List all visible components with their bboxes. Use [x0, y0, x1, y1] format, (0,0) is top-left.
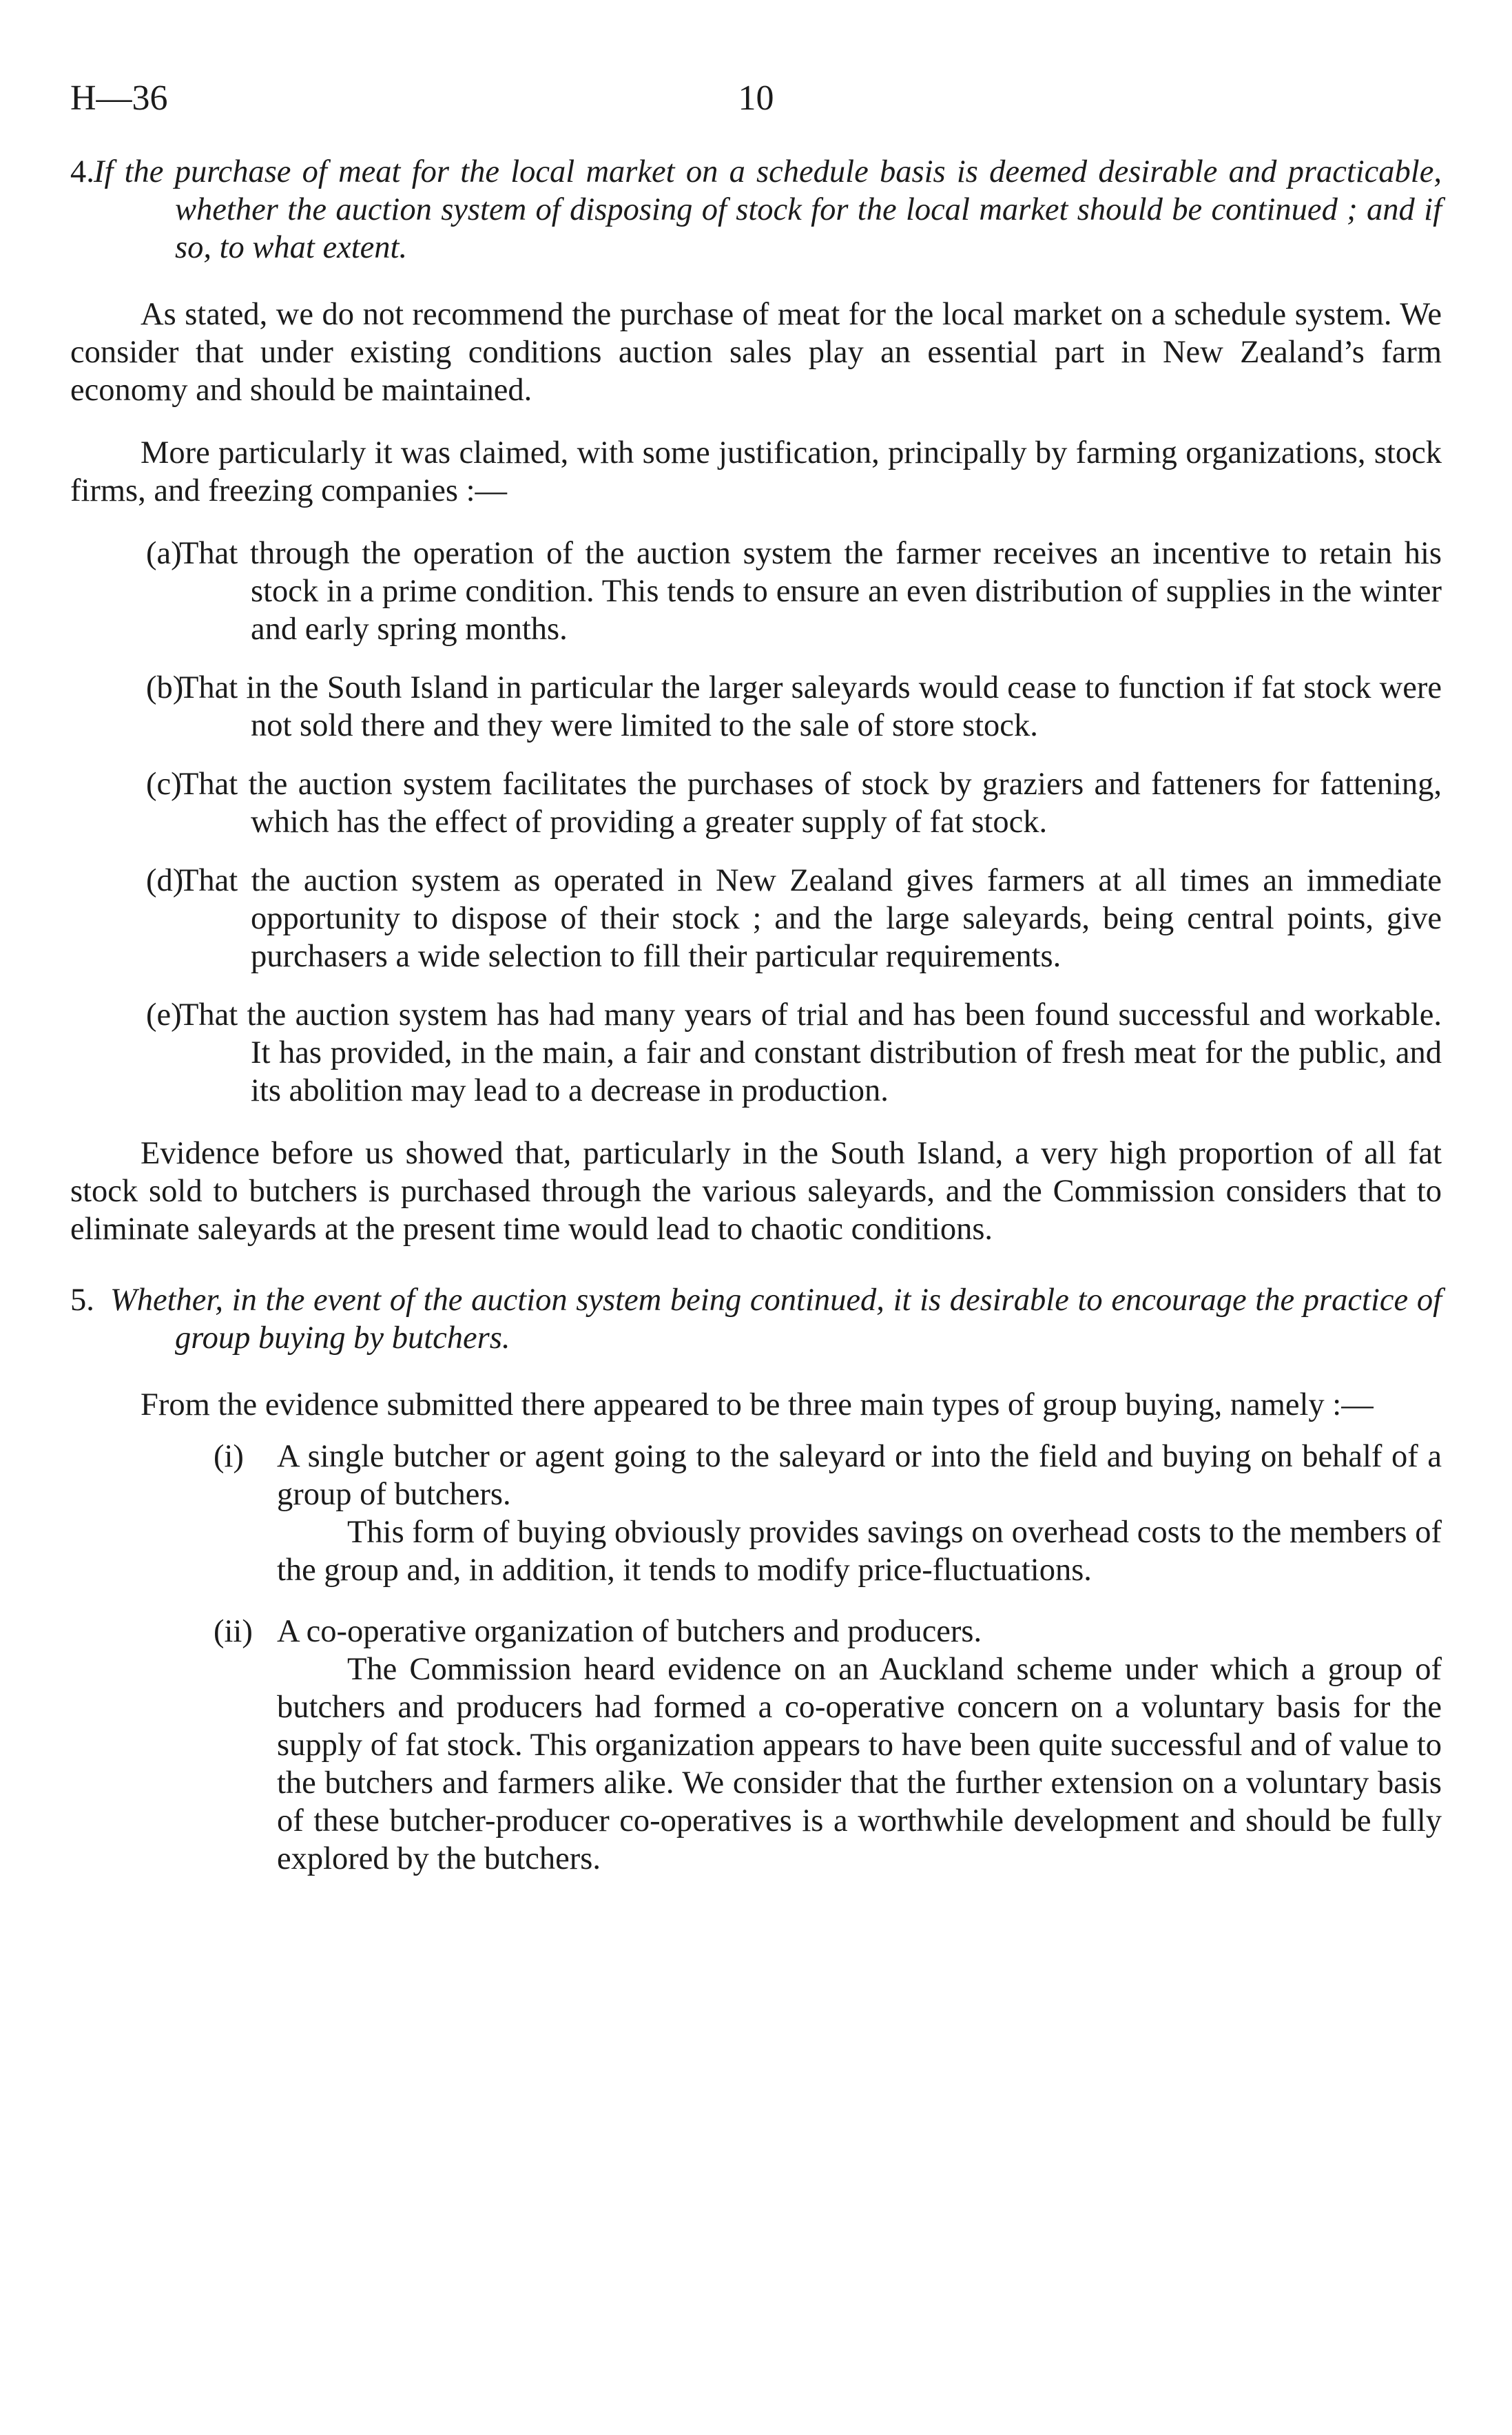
claim-item-e: (e)That the auction system has had many years of trial and has been found successful and workable. It has provided, in the main, a fair and constant distribution of fresh meat for the public, and its abolition may lead to a decrease in production. — [146, 997, 1442, 1108]
claims-list — [70, 535, 1442, 1110]
section-4-paragraph-2: More particularly it was claimed, with some justification, principally by farming organizations, stock firms, and freezing companies :— — [70, 435, 1442, 508]
section-5-paragraph-1: From the evidence submitted there appeared to be three main types of group buying, namely :— — [141, 1387, 1374, 1422]
page-number: 10 — [738, 79, 774, 118]
group-buying-type-i — [70, 1438, 1442, 1589]
claim-text: That the auction system as operated in New Zealand gives farmers at all times an immediate opportunity to dispose of their stock ; and the large saleyards, being central points, give purchasers a wide selection to fill their particular requirements. — [179, 863, 1442, 974]
section-4-paragraph-1: As stated, we do not recommend the purchase of meat for the local market on a schedule system. We consider that under existing conditions auction sales play an essential part in New Zealand’s farm economy and should be maintained. — [70, 297, 1442, 408]
claim-item-b: (b)That in the South Island in particular the larger saleyards would cease to function if fat stock were not sold there and they were limited to the sale of store stock. — [146, 670, 1442, 743]
claim-text: That the auction system facilitates the purchases of stock by graziers and fatteners for fattening, which has the effect of providing a greater supply of fat stock. — [179, 767, 1442, 840]
section-4-paragraph-3: Evidence before us showed that, particularly in the South Island, a very high proportion of all fat stock sold to butchers is purchased through the various saleyards, and the Commission considers that to eliminate saleyards at the present time would lead to chaotic conditions. — [70, 1136, 1442, 1247]
claim-text: That through the operation of the auction system the farmer receives an incentive to retain his stock in a prime condition. This tends to ensure an even distribution of supplies in the winter and early spring months. — [179, 536, 1442, 647]
type-detail: The Commission heard evidence on an Auckland scheme under which a group of butchers and producers had formed a co-operative concern on a voluntary basis for the supply of fat stock. This organization appears to have been quite successful and of value to the butchers and farmers alike. We consider that the further extension on a voluntary basis of these butcher-producer co-operatives is a worthwhile development and should be fully explored by the butchers. — [277, 1652, 1442, 1876]
group-buying-type-ii — [70, 1613, 1442, 1878]
page-header — [70, 74, 1442, 123]
type-text: A co-operative organization of butchers and producers. — [277, 1614, 982, 1649]
group-buying-types-list — [70, 1438, 1442, 1878]
type-detail: This form of buying obviously provides savings on overhead costs to the members of the group and, in addition, it tends to modify price-fluctuations. — [277, 1515, 1442, 1588]
claim-text: That the auction system has had many years of trial and has been found successful and workable. It has provided, in the main, a fair and constant distribution of fresh meat for the public, and its abolition may lead to a decrease in production. — [179, 997, 1442, 1108]
section-5-question: 5. Whether, in the event of the auction system being continued, it is desirable to encourage the practice of group buying by butchers. — [70, 1283, 1442, 1356]
type-heading: (ii) A co-operative organization of butchers and producers. — [214, 1614, 982, 1649]
document-reference: H—36 — [70, 79, 168, 118]
section-5-question-text: Whether, in the event of the auction system being continued, it is desirable to encourage the practice of group buying by butchers. — [110, 1283, 1442, 1356]
claim-item-a: (a)That through the operation of the auction system the farmer receives an incentive to retain his stock in a prime condition. This tends to ensure an even distribution of supplies in the winter and early spring months. — [146, 536, 1442, 647]
claim-item-d: (d)That the auction system as operated in New Zealand gives farmers at all times an immediate opportunity to dispose of their stock ; and the large saleyards, being central points, give purchasers a wide selection to fill their particular requirements. — [146, 863, 1442, 974]
claim-text: That in the South Island in particular the larger saleyards would cease to function if fat stock were not sold there and they were limited to the sale of store stock. — [179, 670, 1442, 743]
page-body — [70, 153, 1442, 1901]
section-4-question-text: If the purchase of meat for the local market on a schedule basis is deemed desirable and practicable, whether the auction system of disposing of stock for the local market should be continued ; and if so, to what extent. — [94, 154, 1442, 265]
claim-item-c: (c)That the auction system facilitates the purchases of stock by graziers and fatteners for fattening, which has the effect of providing a greater supply of fat stock. — [146, 767, 1442, 840]
section-4-question: 4.If the purchase of meat for the local market on a schedule basis is deemed desirable and practicable, whether the auction system of disposing of stock for the local market should be continued ; and if so, to what extent. — [70, 154, 1442, 265]
type-heading: (i) A single butcher or agent going to the saleyard or into the field and buying on behalf of a group of butchers. — [214, 1439, 1442, 1512]
type-text: A single butcher or agent going to the saleyard or into the field and buying on behalf of a group of butchers. — [277, 1439, 1442, 1512]
